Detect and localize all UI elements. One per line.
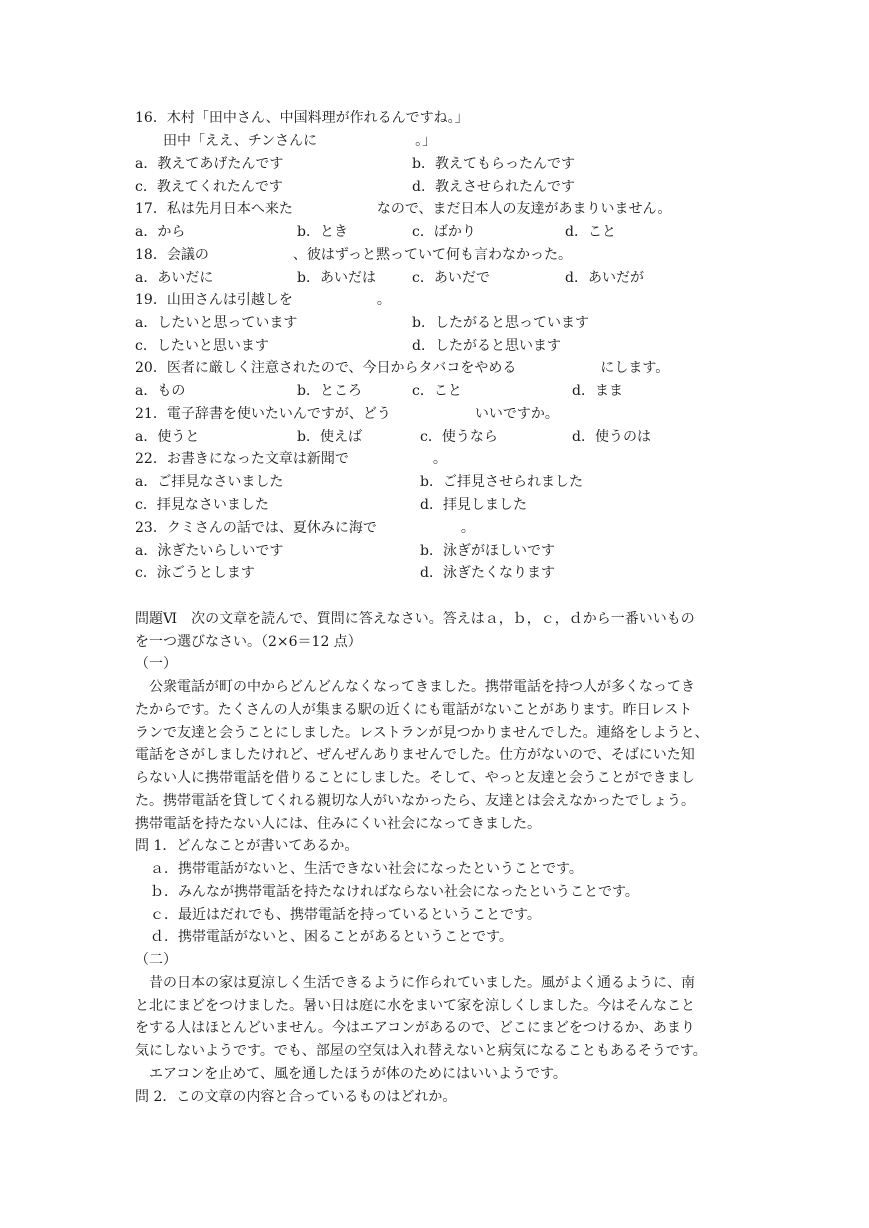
passage-1-line: 公衆電話が町の中からどんどんなくなってきました。携帯電話を持つ人が多くなってき [135, 679, 695, 695]
passage-2-line: と北にまどをつけました。暑い日は庭に水をまいて家を涼しくしました。今はそんなこと [135, 998, 695, 1014]
question-1-option-d: ｄ．携帯電話がないと、困ることがあるということです。 [150, 929, 513, 945]
question-1-option-a: ａ．携帯電話がないと、生活できない社会になったということです。 [150, 861, 583, 877]
question-23-option-b: b．泳ぎがほしいです [420, 543, 555, 559]
passage-1-line: ランで友達と会うことにしました。レストランが見つかりませんでした。連絡をしようと、 [135, 725, 709, 741]
question-22-option-d: d．拝見しました [420, 497, 527, 513]
question-16-stem-line2: 田中「ええ、チンさんに 。」 [163, 133, 437, 149]
question-23-stem: 23．クミさんの話では、夏休みに海で 。 [135, 520, 475, 536]
question-19-option-a: a．したいと思っています [135, 315, 298, 331]
passage-2-line: 昔の日本の家は夏涼しく生活できるように作られていました。風がよく通るように、南 [135, 975, 695, 991]
question-21-option-c: c．使うなら [420, 429, 498, 445]
passage-2-line: 気にしないようです。でも、部屋の空気は入れ替えないと病気になることもあるそうです。 [135, 1043, 707, 1059]
question-23-option-a: a．泳ぎたいらしいです [135, 543, 284, 559]
question-20-stem: 20．医者に厳しく注意されたので、今日からタバコをやめる にします。 [135, 360, 670, 376]
passage-2-line: をする人はほとんどいません。今はエアコンがあるので、どこにまどをつけるか、あまり [135, 1020, 695, 1036]
question-21-stem: 21．電子辞書を使いたいんですが、どう いいですか。 [135, 406, 559, 422]
question-18-option-d: d．あいだが [565, 270, 644, 286]
part-1-label: （一） [135, 656, 177, 672]
question-18-stem: 18．会議の 、彼はずっと黙っていて何も言わなかった。 [135, 247, 572, 263]
passage-1-line: たからです。たくさんの人が集まる駅の近くにも電話がないことがあります。昨日レスト [135, 702, 693, 718]
question-16-option-d: d．教えさせられたんです [412, 179, 575, 195]
question-16-option-a: a．教えてあげたんです [135, 156, 284, 172]
question-21-option-a: a．使うと [135, 429, 200, 445]
question-16-option-c: c．教えてくれたんです [135, 179, 283, 195]
question-18-option-a: a．あいだに [135, 270, 214, 286]
passage-1-line: らない人に携帯電話を借りることにしました。そして、やっと友達と会うことができまし [135, 770, 695, 786]
section-6-title-line2: を一つ選びなさい。（2×6＝12 点） [135, 634, 362, 650]
question-20-option-b: b．ところ [297, 383, 362, 399]
passage-1-line: た。携帯電話を貸してくれる親切な人がいなかったら、友達とは会えなかったでしょう。 [135, 793, 695, 809]
question-21-option-b: b．使えば [297, 429, 362, 445]
question-2-stem: 問 2．この文章の内容と合っているものはどれか。 [135, 1089, 457, 1105]
question-1-stem: 問 1．どんなことが書いてあるか。 [135, 838, 359, 854]
question-19-option-d: d．したがると思います [412, 338, 561, 354]
passage-2-line: エアコンを止めて、風を通したほうが体のためにはいいようです。 [135, 1066, 567, 1082]
question-21-option-d: d．使うのは [572, 429, 651, 445]
part-2-label: （二） [135, 952, 177, 968]
question-20-option-a: a．もの [135, 383, 186, 399]
question-17-stem: 17．私は先月日本へ来た なので、まだ日本人の友達があまりいません。 [135, 201, 672, 217]
section-6-title: 問題Ⅵ 次の文章を読んで、質問に答えなさい。答えはａ，ｂ，ｃ，ｄから一番いいもの [135, 611, 695, 627]
question-22-option-a: a．ご拝見なさいました [135, 474, 284, 490]
question-22-option-c: c．拝見なさいました [135, 497, 269, 513]
passage-1-line: 携帯電話を持たない人には、住みにくい社会になってきました。 [135, 816, 541, 832]
question-18-option-c: c．あいだで [412, 270, 490, 286]
question-19-option-b: b．したがると思っています [412, 315, 589, 331]
question-22-stem: 22．お書きになった文章は新聞で 。 [135, 451, 447, 467]
question-17-option-d: d．こと [565, 224, 616, 240]
question-23-option-d: d．泳ぎたくなります [420, 565, 555, 581]
question-22-option-b: b．ご拝見させられました [420, 474, 583, 490]
question-19-stem: 19．山田さんは引越しを 。 [135, 292, 391, 308]
question-17-option-c: c．ばかり [412, 224, 476, 240]
passage-1-line: 電話をさがしましたけれど、ぜんぜんありませんでした。仕方がないので、そばにいた知 [135, 747, 695, 763]
question-20-option-c: c．こと [412, 383, 462, 399]
question-16-stem: 16．木村「田中さん、中国料理が作れるんですね。」 [135, 110, 469, 126]
question-18-option-b: b．あいだは [297, 270, 376, 286]
question-20-option-d: d．まま [572, 383, 623, 399]
question-16-option-b: b．教えてもらったんです [412, 156, 575, 172]
question-19-option-c: c．したいと思います [135, 338, 269, 354]
question-1-option-b: ｂ．みんなが携帯電話を持たなければならない社会になったということです。 [150, 884, 639, 900]
question-17-option-a: a．から [135, 224, 186, 240]
question-17-option-b: b．とき [297, 224, 348, 240]
question-1-option-c: ｃ．最近はだれでも、携帯電話を持っているということです。 [150, 907, 541, 923]
question-23-option-c: c．泳ごうとします [135, 565, 255, 581]
